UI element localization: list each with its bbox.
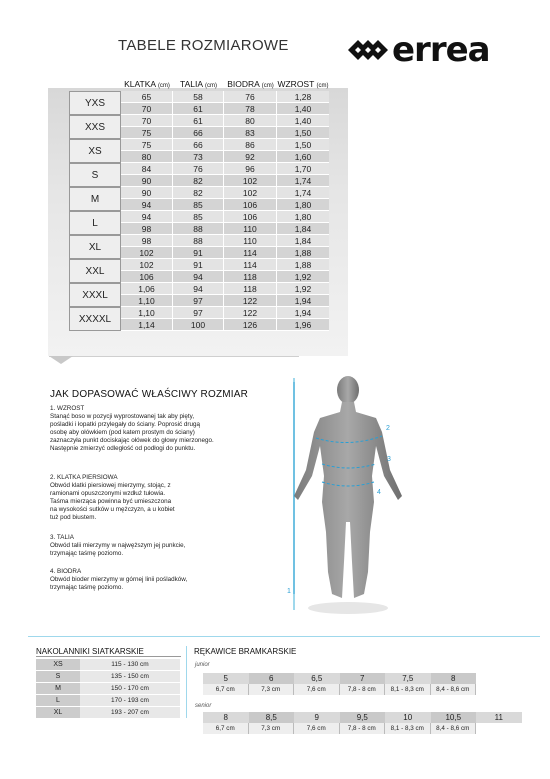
size-label: XXXL	[69, 283, 121, 307]
size-label: XXXXL	[69, 307, 121, 331]
size-label: L	[69, 211, 121, 235]
table-cell: 83	[224, 127, 277, 139]
table-cell: 88	[173, 223, 224, 235]
horizontal-divider	[28, 636, 540, 637]
table-cell: 1,80	[277, 211, 329, 223]
table-cell: 1,06	[121, 283, 173, 295]
knee-size: M	[36, 683, 80, 695]
table-cell: 1,14	[121, 319, 173, 331]
table-cell: 118	[224, 283, 277, 295]
fit-section-heading: 2. KLATKA PIERSIOWA	[50, 474, 118, 481]
fit-section-title: JAK DOPASOWAĆ WŁAŚCIWY ROZMIAR	[50, 389, 249, 400]
table-cell: 1,92	[277, 271, 329, 283]
table-cell: 76	[224, 91, 277, 103]
page-title: TABELE ROZMIAROWE	[118, 37, 289, 54]
table-cell: 110	[224, 235, 277, 247]
table-cell: 106	[224, 199, 277, 211]
column-header-label: BIODRA	[227, 79, 260, 89]
table-row	[36, 671, 180, 683]
table-cell: 122	[224, 307, 277, 319]
table-cell: 102	[224, 187, 277, 199]
glove-size: 6,5	[294, 673, 340, 684]
divider	[49, 356, 299, 357]
table-cell: 82	[173, 187, 224, 199]
knee-range: 150 - 170 cm	[80, 683, 180, 695]
table-cell: 88	[173, 235, 224, 247]
column-header-unit: (cm)	[204, 83, 217, 89]
column-header	[222, 79, 279, 89]
marker-hips: 4	[377, 489, 381, 496]
table-cell: 90	[121, 175, 173, 187]
size-label: S	[69, 163, 121, 187]
table-cell: 75	[121, 127, 173, 139]
table-cell: 110	[224, 223, 277, 235]
glove-size: 9	[294, 712, 340, 723]
glove-cm: 7,6 cm	[294, 684, 340, 695]
glove-size: 6	[249, 673, 295, 684]
table-cell: 1,10	[121, 307, 173, 319]
errea-logo-icon	[346, 37, 390, 63]
gloves-title: RĘKAWICE BRAMKARSKIE	[194, 647, 297, 656]
table-cell: 94	[173, 283, 224, 295]
table-cell: 122	[224, 295, 277, 307]
glove-size: 10,5	[431, 712, 477, 723]
table-cell: 1,60	[277, 151, 329, 163]
table-cell: 58	[173, 91, 224, 103]
table-cell: 80	[121, 151, 173, 163]
table-cell: 84	[121, 163, 173, 175]
knee-size: XS	[36, 659, 80, 671]
table-row	[36, 683, 180, 695]
fit-section-text: Stanąć boso w pozycji wyprostowanej tak aby pięty, pośladki i łopatki przylegały do ściany. Poprosić drugą osobę aby ołówkiem (pod katem prostym do ściany) zaznaczyła punkt dociskając ołówek do głowy mierzonego. Następnie zmierzyć odległość od podłogi do punktu.	[50, 413, 214, 452]
fit-section-text: Obwód klatki piersiowej mierzymy, stojąc, z ramionami opuszczonymi wzdłuż tułowia. Taśma mierząca powinna być umieszczona na wysokości sutków u mężczyzn, a u kobiet tuż pod biustem.	[50, 482, 175, 521]
table-cell: 1,28	[277, 91, 329, 103]
glove-cm: 7,3 cm	[249, 723, 295, 734]
table-cell: 1,96	[277, 319, 329, 331]
glove-cm: 6,7 cm	[203, 723, 249, 734]
table-cell: 78	[224, 103, 277, 115]
table-cell: 102	[224, 175, 277, 187]
knee-range: 193 - 207 cm	[80, 707, 180, 719]
knee-range: 170 - 193 cm	[80, 695, 180, 707]
knee-range: 115 - 130 cm	[80, 659, 180, 671]
junior-label: junior	[195, 662, 210, 668]
knee-range: 135 - 150 cm	[80, 671, 180, 683]
table-cell: 85	[173, 199, 224, 211]
table-row	[36, 707, 180, 719]
glove-size: 10	[385, 712, 431, 723]
table-cell: 1,74	[277, 175, 329, 187]
marker-chest: 2	[386, 425, 390, 432]
column-header	[171, 79, 226, 89]
table-row	[36, 659, 180, 671]
column-header	[119, 79, 175, 89]
size-label: YXS	[69, 91, 121, 115]
fit-section-heading: 1. WZROST	[50, 405, 85, 412]
table-cell: 1,88	[277, 247, 329, 259]
table-cell: 70	[121, 115, 173, 127]
table-cell: 1,40	[277, 115, 329, 127]
fit-section-text: Obwód bioder mierzymy w górnej linii pośladków, trzymając taśmę poziomo.	[50, 576, 188, 591]
size-label: XXL	[69, 259, 121, 283]
divider	[36, 656, 181, 657]
table-cell: 98	[121, 235, 173, 247]
table-cell: 80	[224, 115, 277, 127]
table-cell: 1,92	[277, 283, 329, 295]
glove-size: 8,5	[249, 712, 295, 723]
glove-cm: 7,8 - 8 cm	[340, 684, 386, 695]
glove-cm: 7,3 cm	[249, 684, 295, 695]
table-cell: 1,94	[277, 295, 329, 307]
size-label: XXS	[69, 115, 121, 139]
table-cell: 85	[173, 211, 224, 223]
glove-cm: 8,4 - 8,6 cm	[431, 684, 477, 695]
table-cell: 98	[121, 223, 173, 235]
fit-section-text: Obwód talii mierzymy w najwęższym jej punkcie, trzymając taśmę poziomo.	[50, 542, 186, 557]
table-cell: 114	[224, 259, 277, 271]
table-cell: 94	[121, 199, 173, 211]
table-cell: 94	[173, 271, 224, 283]
column-header-unit: (cm)	[316, 83, 329, 89]
table-cell: 1,84	[277, 235, 329, 247]
knee-size: L	[36, 695, 80, 707]
column-header	[275, 79, 331, 89]
glove-size: 5	[203, 673, 249, 684]
brand-wordmark: errea	[392, 30, 490, 70]
size-label: XS	[69, 139, 121, 163]
table-cell: 1,70	[277, 163, 329, 175]
senior-label: senior	[195, 703, 212, 709]
table-cell: 96	[224, 163, 277, 175]
glove-cm: 8,1 - 8,3 cm	[385, 684, 431, 695]
table-cell: 1,10	[121, 295, 173, 307]
table-cell: 106	[121, 271, 173, 283]
table-cell: 1,94	[277, 307, 329, 319]
table-cell: 102	[121, 247, 173, 259]
knee-pads-table	[36, 659, 180, 719]
glove-size: 8	[203, 712, 249, 723]
glove-size: 9,5	[340, 712, 386, 723]
table-cell: 126	[224, 319, 277, 331]
table-cell: 97	[173, 295, 224, 307]
table-cell: 61	[173, 103, 224, 115]
column-header-label: KLATKA	[124, 79, 156, 89]
column-header-label: TALIA	[180, 79, 203, 89]
table-cell: 76	[173, 163, 224, 175]
glove-cm: 6,7 cm	[203, 684, 249, 695]
table-row	[36, 695, 180, 707]
glove-size: 7	[340, 673, 386, 684]
glove-cm: 7,8 - 8 cm	[340, 723, 386, 734]
column-header-unit: (cm)	[157, 83, 170, 89]
table-cell: 1,50	[277, 139, 329, 151]
table-cell: 65	[121, 91, 173, 103]
table-cell: 94	[121, 211, 173, 223]
fit-section-heading: 3. TALIA	[50, 534, 74, 541]
table-cell: 86	[224, 139, 277, 151]
table-cell: 118	[224, 271, 277, 283]
table-cell: 91	[173, 247, 224, 259]
glove-cm: 8,4 - 8,6 cm	[431, 723, 477, 734]
chevron-down-icon	[49, 356, 73, 364]
body-figure-icon	[282, 372, 422, 617]
table-cell: 61	[173, 115, 224, 127]
table-cell: 70	[121, 103, 173, 115]
glove-size: 11	[476, 712, 522, 723]
table-cell: 1,40	[277, 103, 329, 115]
knee-pads-title: NAKOLANNIKI SIATKARSKIE	[36, 647, 144, 656]
marker-waist: 3	[387, 456, 391, 463]
glove-size: 8	[431, 673, 477, 684]
table-cell: 106	[224, 211, 277, 223]
glove-cm: 7,6 cm	[294, 723, 340, 734]
knee-size: S	[36, 671, 80, 683]
vertical-divider	[186, 646, 187, 718]
size-label: M	[69, 187, 121, 211]
fit-section-heading: 4. BIODRA	[50, 568, 82, 575]
table-cell: 90	[121, 187, 173, 199]
column-header-label: WZROST	[277, 79, 315, 89]
table-cell: 114	[224, 247, 277, 259]
table-cell: 75	[121, 139, 173, 151]
table-cell: 100	[173, 319, 224, 331]
table-cell: 92	[224, 151, 277, 163]
knee-size: XL	[36, 707, 80, 719]
glove-size: 7,5	[385, 673, 431, 684]
table-cell: 91	[173, 259, 224, 271]
table-cell: 97	[173, 307, 224, 319]
table-cell: 66	[173, 127, 224, 139]
table-cell: 1,80	[277, 199, 329, 211]
table-cell: 102	[121, 259, 173, 271]
table-cell: 66	[173, 139, 224, 151]
table-cell: 1,84	[277, 223, 329, 235]
table-cell: 1,50	[277, 127, 329, 139]
glove-cm: 8,1 - 8,3 cm	[385, 723, 431, 734]
column-header-unit: (cm)	[261, 83, 274, 89]
size-label: XL	[69, 235, 121, 259]
table-cell: 1,88	[277, 259, 329, 271]
table-cell: 82	[173, 175, 224, 187]
table-cell: 73	[173, 151, 224, 163]
table-cell: 1,74	[277, 187, 329, 199]
marker-height: 1	[287, 588, 291, 595]
